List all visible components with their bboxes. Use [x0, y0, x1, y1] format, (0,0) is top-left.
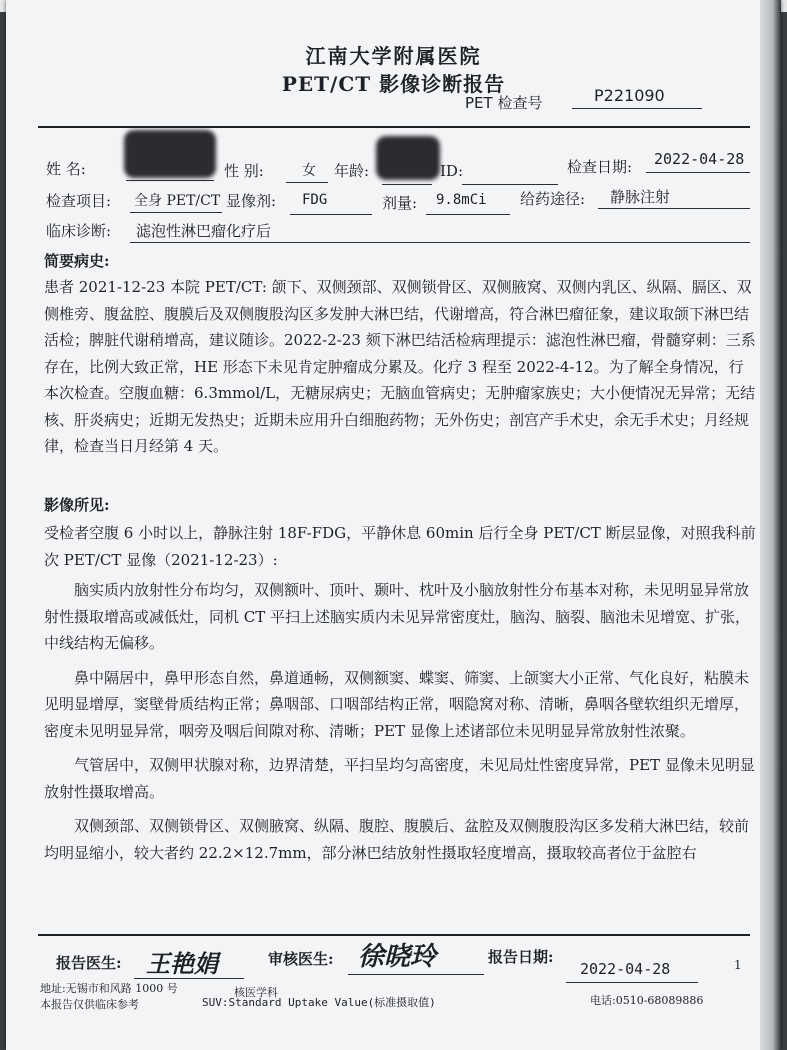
hospital-name: 江南大学附属医院: [305, 44, 482, 68]
exam-item-value: 全身 PET/CT: [134, 193, 221, 209]
reporter-label: 报告医生:: [56, 954, 122, 972]
findings-thyroid: 气管居中，双侧甲状腺对称，边界清楚，平扫呈均匀高密度，未见局灶性密度异常，PET 显像未见明显放射性摄取增高。: [44, 756, 755, 801]
name-label: 姓 名:: [46, 160, 86, 178]
redaction-age: [376, 136, 440, 180]
diagnosis-value: 滤泡性淋巴瘤化疗后: [136, 222, 272, 240]
reviewer-signature: 徐晓玲: [358, 942, 437, 972]
redaction-name: [124, 130, 216, 178]
footer-phone: 电话:0510-68089886: [590, 994, 704, 1007]
reviewer-label: 审核医生:: [268, 950, 334, 968]
exam-date-label: 检查日期:: [567, 158, 633, 176]
dose-value: 9.8mCi: [436, 192, 487, 208]
exam-item-underline: [130, 212, 222, 213]
agent-underline: [290, 214, 372, 215]
history-heading: 简要病史:: [44, 252, 110, 270]
findings-lymph: 双侧颈部、双侧锁骨区、双侧腋窝、纵隔、腹腔、腹膜后、盆腔及双侧腹股沟区多发稍大淋巴结，较前均明显缩小，较大者约 22.2×12.7mm，部分淋巴结放射性摄取轻度增高，摄取较高者位于盆腔右: [44, 817, 750, 862]
reporter-underline: [134, 978, 244, 979]
agent-label: 显像剂:: [226, 192, 277, 210]
sex-underline: [286, 182, 328, 183]
footer-address: 地址:无锡市和风路 1000 号: [40, 982, 178, 995]
reporter-signature: 王艳娟: [146, 949, 218, 978]
sex-value: 女: [302, 163, 316, 179]
route-label: 给药途径:: [520, 190, 586, 208]
reviewer-underline: [348, 974, 484, 975]
binder-edge: [760, 0, 781, 1050]
findings-heading: 影像所见:: [44, 496, 110, 514]
route-value: 静脉注射: [610, 188, 671, 206]
exam-no-value: P221090: [594, 86, 665, 105]
findings-intro: 受检者空腹 6 小时以上，静脉注射 18F-FDG，平静休息 60min 后行全身 PET/CT 断层显像，对照我科前次 PET/CT 显像（2021-12-23）:: [44, 524, 756, 569]
report-title: PET/CT 影像诊断报告: [281, 72, 506, 96]
report-date-underline: [566, 982, 698, 983]
sex-label: 性 别:: [224, 162, 264, 180]
findings-nasal: 鼻中隔居中，鼻甲形态自然，鼻道通畅，双侧额窦、蝶窦、筛窦、上颌窦大小正常、气化良好，粘膜未见明显增厚，窦壁骨质结构正常；鼻咽部、口咽部结构正常，咽隐窝对称、清晰，鼻咽各壁软组织无增厚，密度未见明显异常，咽旁及咽后间隙对称、清晰；PET 显像上述诸部位未见明显异常放射性浓聚。: [44, 668, 750, 740]
page-number: 1: [734, 958, 742, 972]
name-underline: [126, 180, 214, 181]
report-date-label: 报告日期:: [488, 948, 554, 966]
exam-date-underline: [646, 172, 750, 173]
age-underline: [382, 184, 432, 185]
id-underline: [462, 184, 558, 185]
report-date-value: 2022-04-28: [580, 960, 671, 978]
header-rule: [38, 126, 750, 128]
footer-dept: 核医学科: [234, 986, 278, 999]
age-label: 年龄:: [334, 162, 370, 180]
diagnosis-label: 临床诊断:: [46, 222, 112, 240]
findings-text: [44, 520, 756, 866]
exam-item-label: 检查项目:: [46, 192, 112, 210]
findings-brain: 脑实质内放射性分布均匀，双侧额叶、顶叶、颞叶、枕叶及小脑放射性分布基本对称，未见明显异常放射性摄取增高或减低灶，同机 CT 平扫上述脑实质内未见异常密度灶，脑沟、脑裂、脑池未见增宽、扩张，中线结构无偏移。: [44, 581, 751, 652]
dose-underline: [426, 214, 510, 215]
diagnosis-underline: [130, 242, 750, 243]
dose-label: 剂量:: [382, 194, 418, 212]
exam-no-label: PET 检查号: [465, 94, 543, 112]
agent-value: FDG: [302, 192, 328, 208]
footer-suv-note: SUV:Standard Uptake Value(标准摄取值): [202, 996, 436, 1009]
exam-no-underline: [572, 108, 702, 109]
history-paragraph: 患者 2021-12-23 本院 PET/CT: 颌下、双侧颈部、双侧锁骨区、双侧腋窝、双侧内乳区、纵隔、膈区、双侧椎旁、腹盆腔、腹膜后及双侧腹股沟区多发肿大淋巴结，代谢增高，符合淋巴瘤征象，建议取颌下淋巴结活检；脾脏代谢稍增高，建议随诊。2022-2-23 颏下淋巴结活检病理提示：滤泡性淋巴瘤，骨髓穿刺：三系存在，比例大致正常，HE 形态下未见肯定肿瘤成分累及。化疗 3 程至 2022-4-12。为了解全身情况，行本次检查。空腹血糖：6.3mmol/L，无糖尿病史；无脑血管病史；无肿瘤家族史；大小便情况无异常；无结核、肝炎病史；近期无发热史；近期未应用升白细胞药物；无外伤史；剖宫产手术史，余无手术史；月经规律，检查当日月经第 4 天。: [44, 278, 756, 455]
route-underline: [598, 208, 750, 209]
history-text: [44, 274, 756, 460]
report-page: [6, 0, 781, 1050]
footer-disclaimer: 本报告仅供临床参考: [40, 998, 139, 1011]
id-label: ID:: [440, 162, 464, 180]
exam-date-value: 2022-04-28: [654, 150, 745, 168]
